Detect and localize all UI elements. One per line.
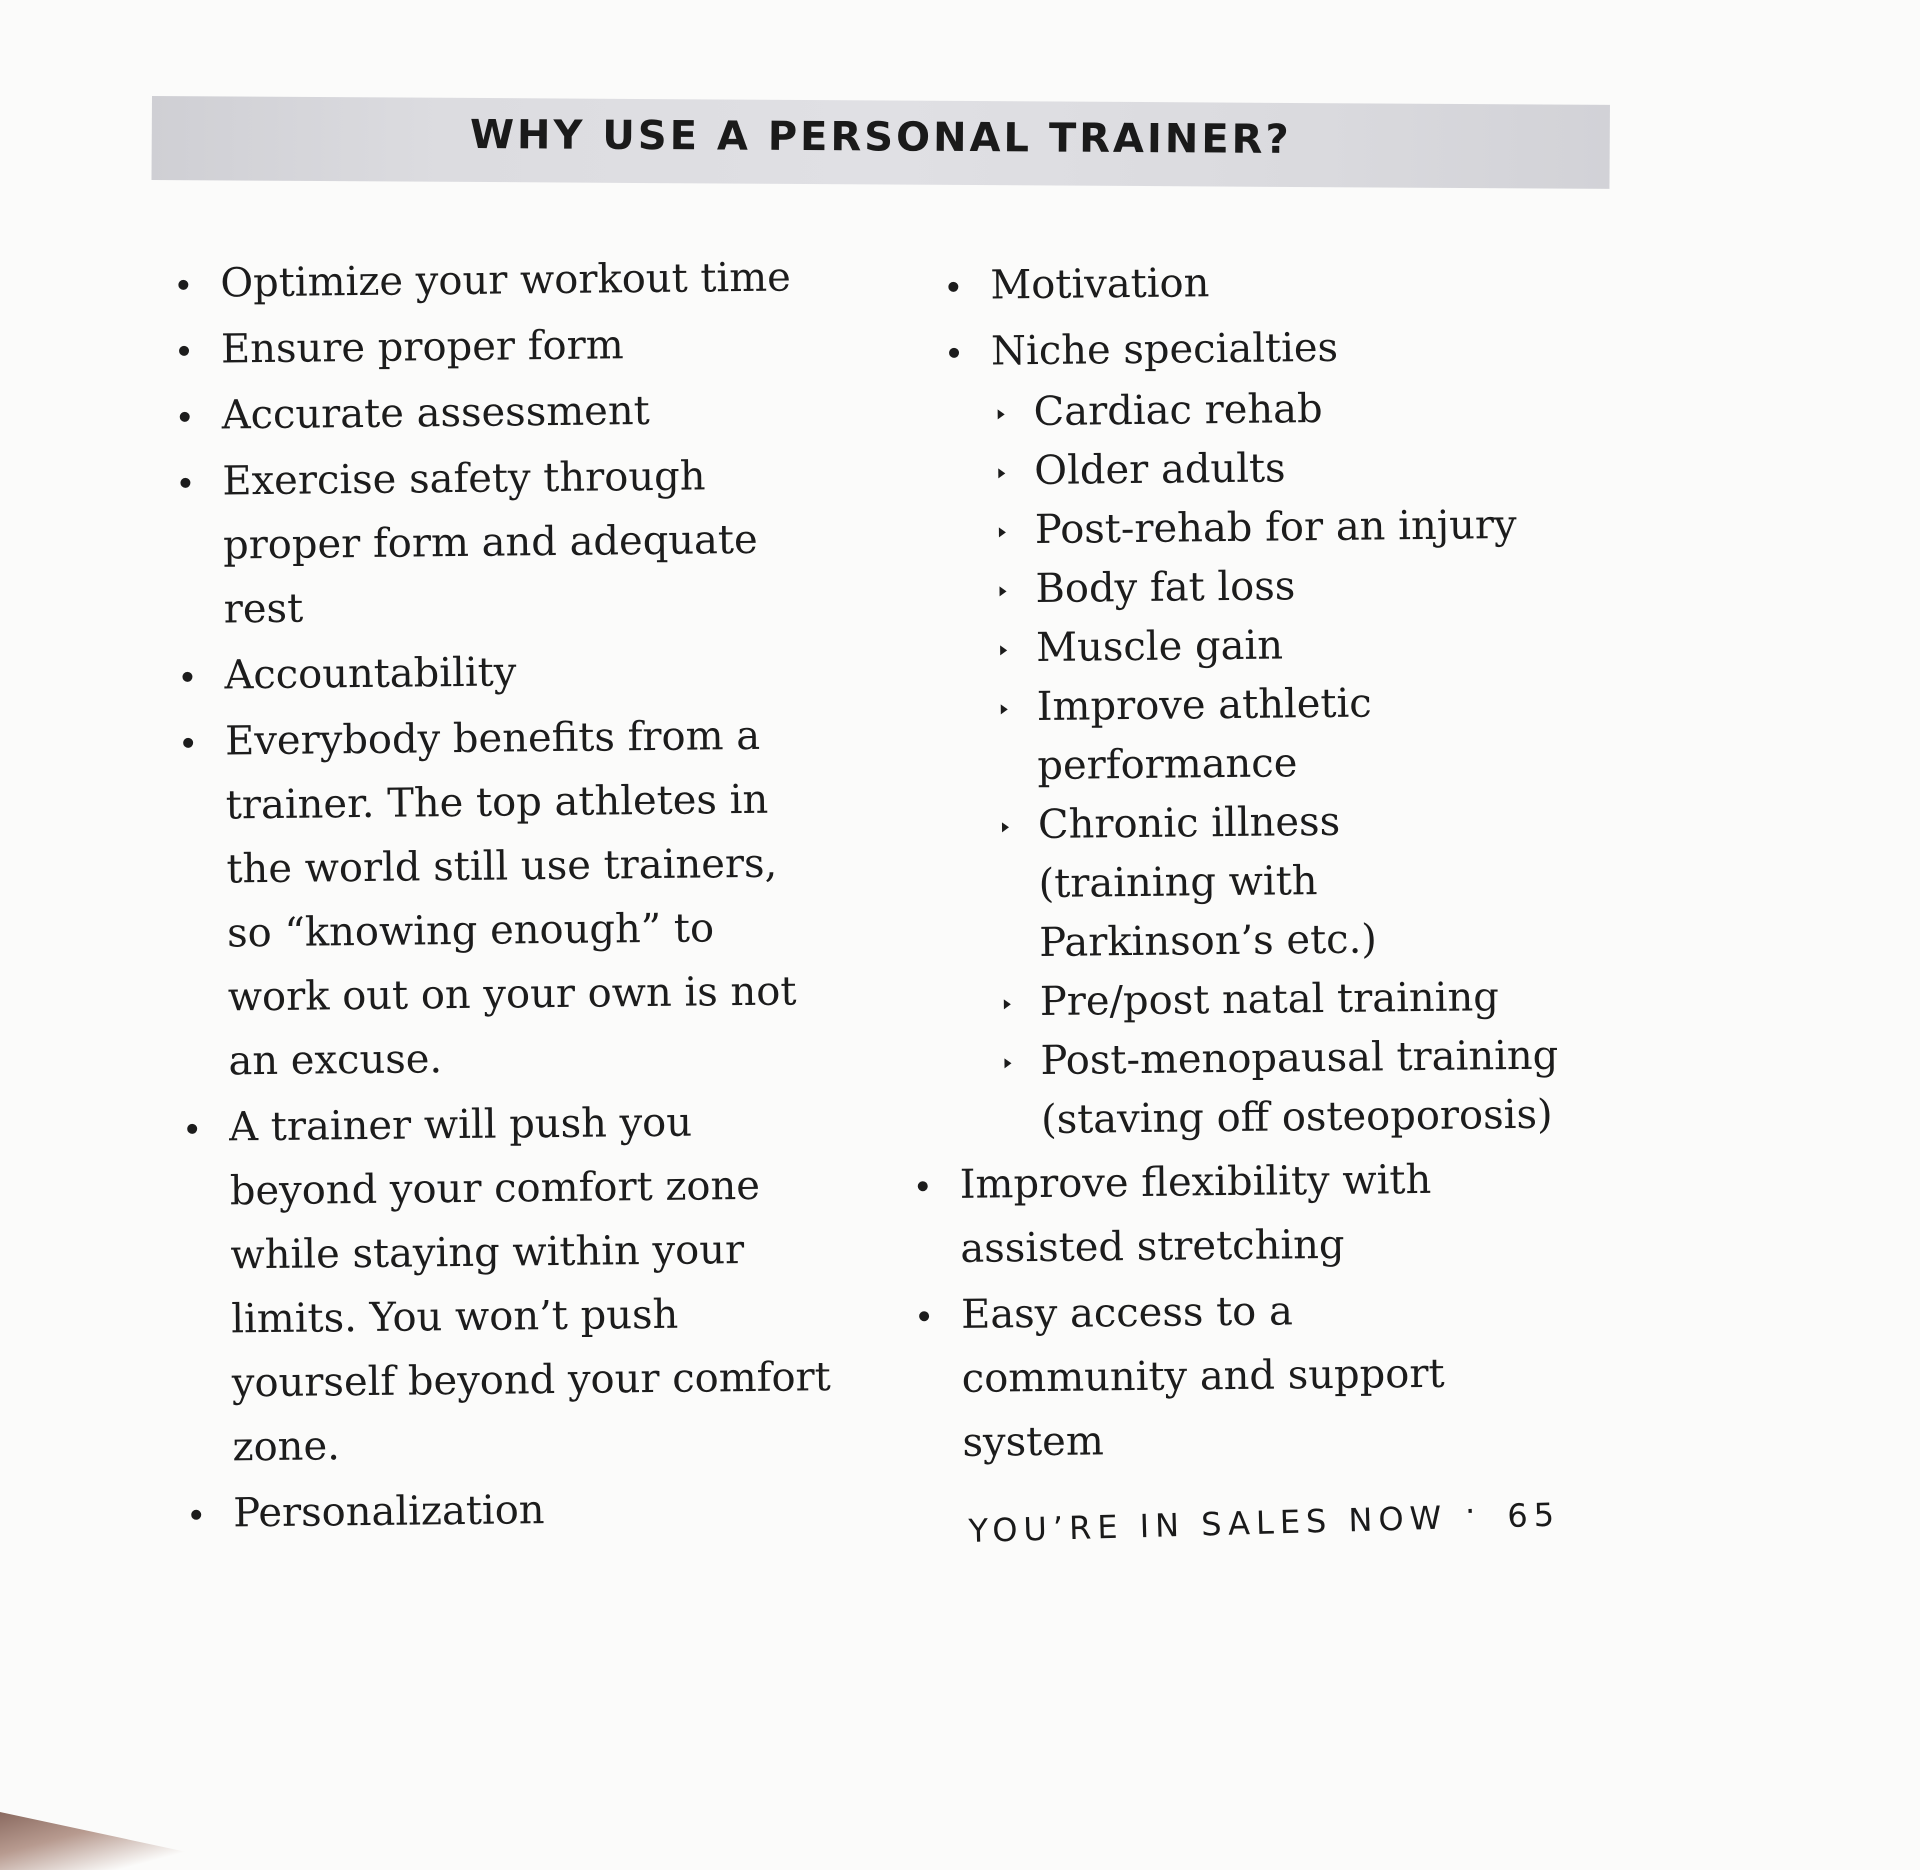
triangle-bullet-icon bbox=[998, 409, 1005, 419]
bullet-icon bbox=[191, 1510, 201, 1520]
title-banner bbox=[151, 96, 1609, 189]
triangle-bullet-icon bbox=[1001, 704, 1008, 714]
list-item bbox=[179, 1089, 833, 1480]
bullet-icon bbox=[178, 280, 188, 290]
bullet-icon bbox=[187, 1124, 197, 1134]
list-item bbox=[170, 245, 871, 316]
sub-list-item bbox=[943, 554, 1564, 619]
list-item-text: A trainer will push you beyond your comfort zone while staying within your limits. You won’t push yourself beyond your comfort zone. bbox=[228, 1099, 831, 1471]
list-item-text: Niche specialties bbox=[990, 324, 1339, 375]
bullet-icon bbox=[179, 346, 189, 356]
bullet-icon bbox=[182, 672, 192, 682]
sub-list-item bbox=[943, 495, 1564, 560]
sub-list-item-text: Body fat loss bbox=[1035, 563, 1296, 613]
bullet-icon bbox=[180, 412, 190, 422]
list-item-text: Ensure proper form bbox=[220, 322, 624, 373]
book-title: YOU’RE IN SALES NOW bbox=[968, 1498, 1448, 1550]
sub-list-item bbox=[946, 791, 1520, 974]
list-item bbox=[911, 1277, 1503, 1475]
bullet-icon bbox=[183, 738, 193, 748]
sub-list-item bbox=[944, 674, 1397, 797]
bullet-icon bbox=[948, 282, 958, 292]
bullet-icon bbox=[918, 1181, 928, 1191]
sub-list-item bbox=[948, 1027, 1561, 1151]
sub-list-item-text: Cardiac rehab bbox=[1033, 386, 1323, 436]
list-item-text: Motivation bbox=[990, 260, 1210, 309]
triangle-bullet-icon bbox=[998, 468, 1005, 478]
left-bullet-list bbox=[170, 245, 884, 1546]
sub-list-item-text: Improve athletic performance bbox=[1036, 680, 1372, 790]
bullet-icon bbox=[919, 1311, 929, 1321]
left-column bbox=[170, 245, 884, 1548]
triangle-bullet-icon bbox=[1004, 999, 1011, 1009]
page-number: 65 bbox=[1506, 1495, 1561, 1535]
list-item-text: Accountability bbox=[224, 649, 517, 699]
running-footer bbox=[968, 1491, 1561, 1550]
list-item-text: Optimize your workout time bbox=[220, 254, 792, 307]
footer-separator: · bbox=[1464, 1491, 1482, 1531]
sub-list-item bbox=[941, 378, 1562, 443]
triangle-bullet-icon bbox=[999, 586, 1006, 596]
sub-list-item-text: Post-rehab for an injury bbox=[1034, 501, 1517, 554]
list-item-text: Exercise safety through proper form and adequate rest bbox=[222, 453, 758, 633]
sub-list-item-text: Older adults bbox=[1034, 445, 1286, 495]
list-item bbox=[171, 377, 872, 448]
bullet-icon bbox=[180, 478, 190, 488]
right-bullet-list bbox=[940, 248, 1573, 1475]
list-item bbox=[174, 637, 875, 708]
sub-list-item bbox=[948, 967, 1569, 1032]
bullet-icon bbox=[949, 348, 959, 358]
triangle-bullet-icon bbox=[1000, 645, 1007, 655]
page-corner-shadow bbox=[0, 1812, 230, 1870]
list-item bbox=[941, 314, 1570, 1151]
list-item bbox=[172, 443, 824, 642]
list-item bbox=[183, 1475, 884, 1546]
page-title: WHY USE A PERSONAL TRAINER? bbox=[469, 111, 1292, 163]
right-column bbox=[940, 248, 1573, 1477]
triangle-bullet-icon bbox=[1004, 1058, 1011, 1068]
list-item-text: Improve flexibility with assisted stretching bbox=[959, 1156, 1432, 1272]
list-item-text: Personalization bbox=[232, 1487, 545, 1537]
sub-list-item-text: Pre/post natal training bbox=[1039, 974, 1500, 1025]
list-item bbox=[909, 1147, 1480, 1281]
triangle-bullet-icon bbox=[999, 527, 1006, 537]
list-item-text: Easy access to a community and support system bbox=[960, 1288, 1445, 1466]
sub-list-item bbox=[942, 436, 1563, 501]
niche-sublist bbox=[941, 378, 1569, 1151]
sub-list-item bbox=[944, 613, 1565, 678]
triangle-bullet-icon bbox=[1002, 822, 1009, 832]
list-item-text: Accurate assessment bbox=[221, 387, 650, 439]
list-item bbox=[940, 248, 1561, 318]
sub-list-item-text: Post-menopausal training (staving off osteoporosis) bbox=[1040, 1032, 1559, 1143]
list-item-text: Everybody benefits from a trainer. The top athletes in the world still use trainers, so “knowing enough” to work out on your own is not an excuse. bbox=[224, 712, 797, 1085]
list-item bbox=[171, 311, 872, 382]
sub-list-item-text: Chronic illness (training with Parkinson’s etc.) bbox=[1037, 798, 1378, 966]
list-item bbox=[175, 703, 809, 1094]
sub-list-item-text: Muscle gain bbox=[1035, 622, 1284, 672]
